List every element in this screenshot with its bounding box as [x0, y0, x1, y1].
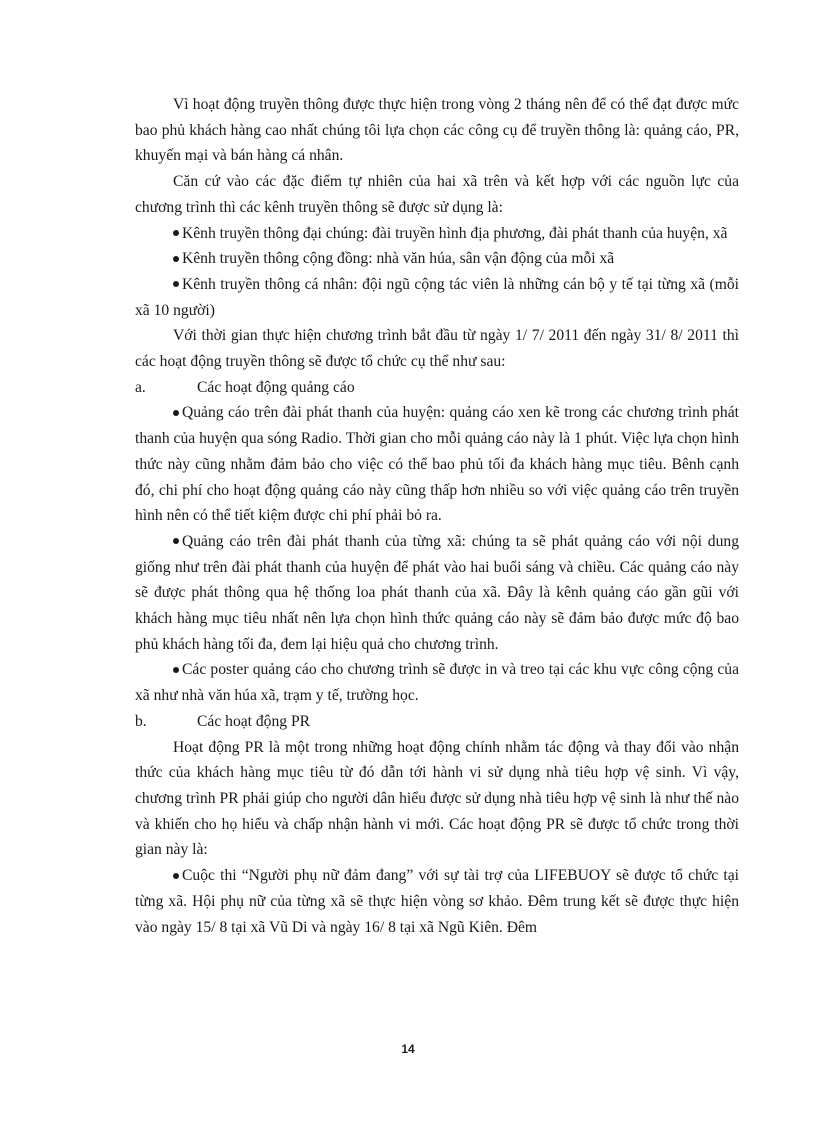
section-marker: a. [135, 378, 146, 396]
paragraph-pr-description: Hoạt động PR là một trong những hoạt động chính nhằm tác động và thay đổi vào nhận thức của khách hàng mục tiêu từ đó dẫn tới hành vi sử dụng nhà tiêu hợp vệ sinh. Vì vậy, chương trình PR phải giúp cho người dân hiểu được sử dụng nhà tiêu hợp vệ sinh là như thế nào và khiến cho họ hiểu và chấp nhận hành vi mới. Các hoạt động PR sẽ được tổ chức trong thời gian này là: [135, 738, 739, 859]
section-heading-pr [135, 709, 739, 735]
bullet-text: Kênh truyền thông cá nhân: đội ngũ cộng tác viên là những cán bộ y tế tại từng xã (mỗi xã 10 người) [135, 275, 739, 319]
bullet-personal [135, 272, 739, 323]
bullet-text: Kênh truyền thông cộng đồng: nhà văn húa, sân vận động của mỗi xã [182, 250, 615, 268]
bullet-dot-icon [173, 281, 179, 287]
bullet-mass-media [135, 221, 739, 247]
bullet-dot-icon [173, 538, 179, 544]
bullet-text: Kênh truyền thông đại chúng: đài truyền hình địa phương, đài phát thanh của huyện, xã [182, 224, 728, 242]
bullet-dot-icon [173, 873, 179, 879]
bullet-text: Cuộc thi “Người phụ nữ đảm đang” với sự tài trợ của LIFEBUOY sẽ được tổ chức tại từng xã. Hội phụ nữ của từng xã sẽ thực hiện vòng sơ khảo. Đêm trung kết sẽ được thực hiện vào ngày 15/ 8 tại xã Vũ Di và ngày 16/ 8 tại xã Ngũ Kiên. Đêm [135, 867, 739, 936]
document-body [135, 92, 739, 940]
bullet-commune-radio [135, 529, 739, 658]
bullet-dot-icon [173, 667, 179, 673]
bullet-dot-icon [173, 230, 179, 236]
section-marker: b. [135, 712, 147, 730]
paragraph-channels-intro: Căn cứ vào các đặc điểm tự nhiên của hai xã trên và kết hợp với các nguồn lực của chương trình thì các kênh truyền thông sẽ được sử dụng là: [135, 173, 739, 216]
section-heading-advertising [135, 375, 739, 401]
bullet-dot-icon [173, 410, 179, 416]
bullet-text: Quảng cáo trên đài phát thanh của huyện: quảng cáo xen kẽ trong các chương trình phát thanh của huyện qua sóng Radio. Thời gian cho mỗi quảng cáo này là 1 phút. Việc lựa chọn hình thức này cũng nhằm đảm bảo cho việc có thể bao phủ tối đa khách hàng mục tiêu. Bênh cạnh đó, chi phí cho hoạt động quảng cáo này cũng thấp hơn nhiều so với việc quảng cáo trên truyền hình nên có thể tiết kiệm được chi phí phải bỏ ra. [135, 404, 739, 525]
bullet-text: Các poster quảng cáo cho chương trình sẽ được in và treo tại các khu vực công cộng của xã như nhà văn húa xã, trạm y tế, trường học. [135, 661, 739, 705]
bullet-dot-icon [173, 256, 179, 262]
bullet-community [135, 246, 739, 272]
bullet-district-radio [135, 400, 739, 529]
bullet-text: Quảng cáo trên đài phát thanh của từng xã: chúng ta sẽ phát quảng cáo với nội dung giống như trên đài phát thanh của huyện để phát vào hai buổi sáng và chiều. Các quảng cáo này sẽ được phát thông qua hệ thống loa phát thanh của xã. Đây là kênh quảng cáo gần gũi với khách hàng mục tiêu nhất nên lựa chọn hình thức quảng cáo này sẽ đảm bảo được mức độ bao phủ khách hàng tối đa, đem lại hiệu quả cho chương trình. [135, 532, 739, 653]
bullet-posters [135, 657, 739, 708]
page-number: 14 [401, 1042, 415, 1056]
paragraph-communication-tools: Vì hoạt động truyền thông được thực hiện trong vòng 2 tháng nên để có thể đạt được mức bao phủ khách hàng cao nhất chúng tôi lựa chọn các công cụ để truyền thông là: quảng cáo, PR, khuyến mại và bán hàng cá nhân. [135, 96, 739, 165]
paragraph-timeline: Với thời gian thực hiện chương trình bắt đầu từ ngày 1/ 7/ 2011 đến ngày 31/ 8/ 2011 thì các hoạt động truyền thông sẽ được tổ chức cụ thể như sau: [135, 327, 739, 371]
section-title: Các hoạt động PR [197, 712, 311, 730]
section-title: Các hoạt động quảng cáo [197, 378, 355, 396]
bullet-contest [135, 863, 739, 940]
